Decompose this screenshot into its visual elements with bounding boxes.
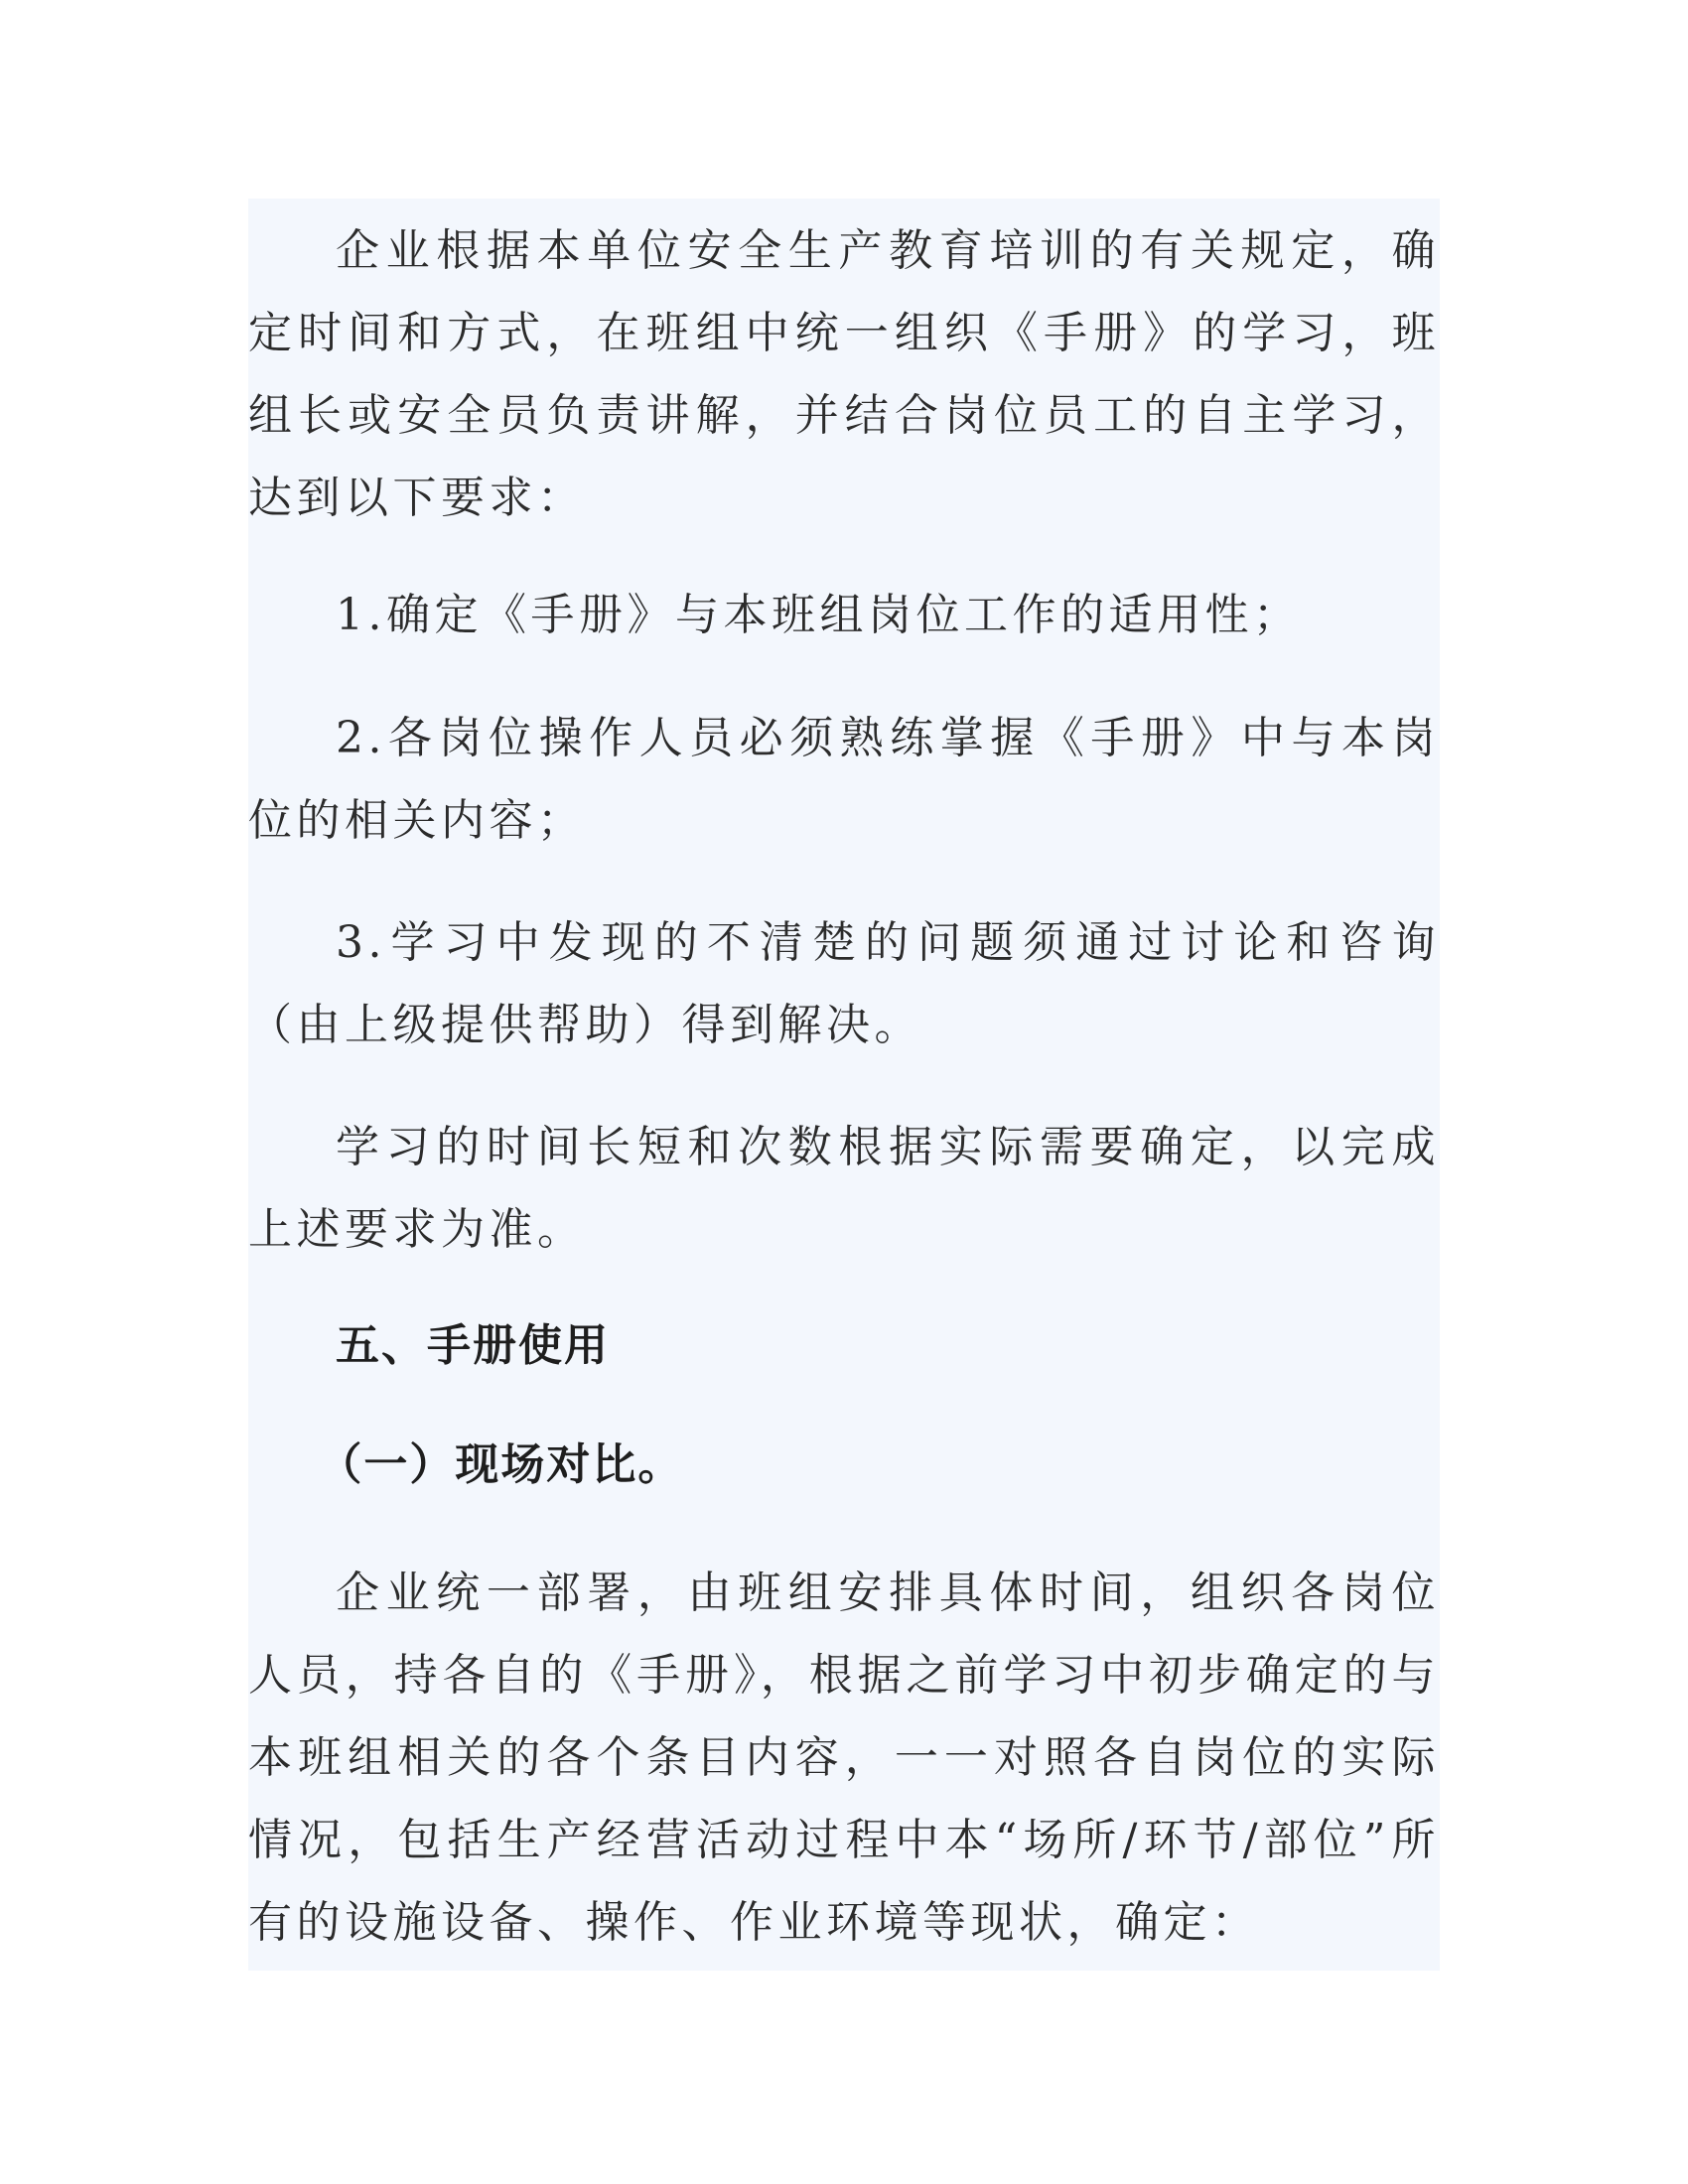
paragraph-site-comparison: 企业统一部署，由班组安排具体时间，组织各岗位人员，持各自的《手册》，根据之前学习中初步确定的与本班组相关的各个条目内容，一一对照各自岗位的实际情况，包括生产经营活动过程中本“场所/环节/部位”所有的设施设备、操作、作业环境等现状，确定：	[248, 1568, 1440, 1948]
list-item-1: 1.确定《手册》与本班组岗位工作的适用性；	[336, 590, 1302, 640]
section-heading-manual-use: 五、手册使用	[336, 1320, 610, 1371]
list-item-3: 3.学习中发现的不清楚的问题须通过讨论和咨询（由上级提供帮助）得到解决。	[248, 917, 1440, 1050]
paragraph-study-duration: 学习的时间长短和次数根据实际需要确定，以完成上述要求为准。	[248, 1122, 1440, 1255]
paragraph-study-requirements: 企业根据本单位安全生产教育培训的有关规定，确定时间和方式，在班组中统一组织《手册》的学习，班组长或安全员负责讲解，并结合岗位员工的自主学习，达到以下要求：	[248, 225, 1440, 523]
list-item-2: 2.各岗位操作人员必须熟练掌握《手册》中与本岗位的相关内容；	[248, 713, 1440, 846]
subsection-heading-site-comparison: （一）现场对比。	[318, 1439, 684, 1490]
